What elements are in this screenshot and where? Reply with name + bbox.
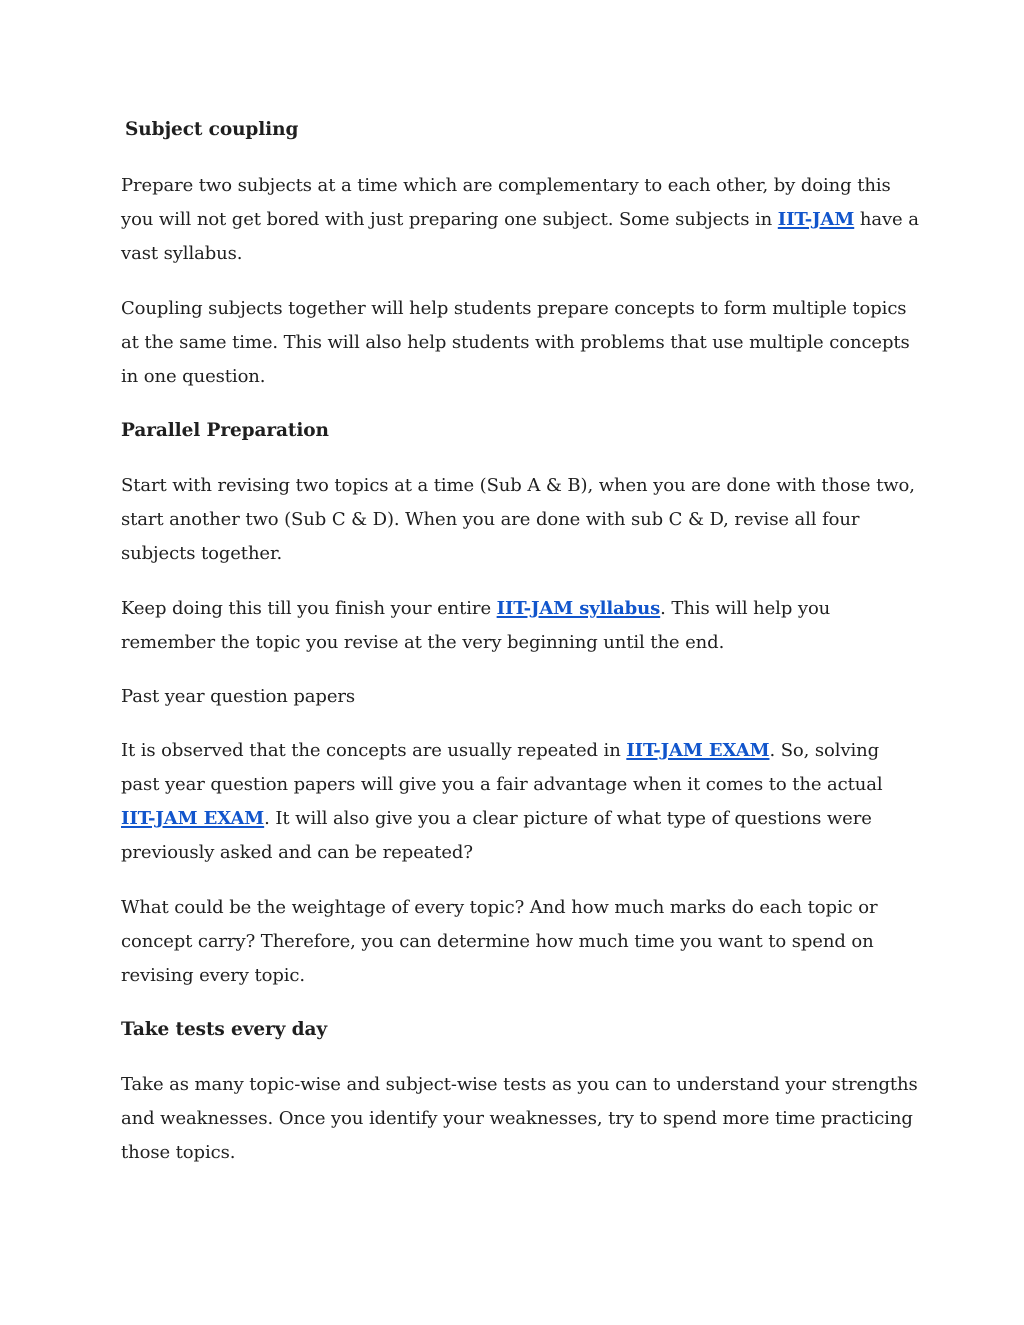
- paragraph-parallel-preparation-1: Start with revising two topics at a time (Sub A & B), when you are done with those two, start another two (Sub C & D). When you are done with sub C & D, revise all four subjects together.: [121, 475, 915, 564]
- heading-past-year-question-papers: Past year question papers: [121, 686, 356, 707]
- paragraph-take-tests-1: Take as many topic-wise and subject-wise tests as you can to understand your strengths and weaknesses. Once you identify your weaknesses, try to spend more time practicing those topics.: [121, 1074, 918, 1163]
- paragraph-past-year-2: What could be the weightage of every topic? And how much marks do each topic or concept carry? Therefore, you can determine how much time you want to spend on revising every topic.: [121, 897, 878, 986]
- iit-jam-link[interactable]: IIT-JAM: [777, 209, 855, 230]
- iit-jam-syllabus-link[interactable]: IIT-JAM syllabus: [496, 598, 661, 619]
- paragraph-past-year-1: It is observed that the concepts are usually repeated in IIT-JAM EXAM. So, solving past year question papers will give you a fair advantage when it comes to the actual IIT-JAM EXAM. It will also give you a clear picture of what type of questions were previously asked and can be repeated?: [121, 740, 883, 863]
- heading-subject-coupling: Subject coupling: [125, 119, 299, 140]
- iit-jam-exam-link-1[interactable]: IIT-JAM EXAM: [626, 740, 770, 761]
- paragraph-parallel-preparation-2: Keep doing this till you finish your entire IIT-JAM syllabus. This will help you remember the topic you revise at the very beginning until the end.: [121, 598, 831, 653]
- paragraph-subject-coupling-2: Coupling subjects together will help students prepare concepts to form multiple topics at the same time. This will also help students with problems that use multiple concepts in one question.: [121, 298, 910, 387]
- heading-take-tests-every-day: Take tests every day: [121, 1019, 328, 1040]
- iit-jam-exam-link-2[interactable]: IIT-JAM EXAM: [121, 808, 265, 829]
- heading-parallel-preparation: Parallel Preparation: [121, 420, 329, 441]
- paragraph-subject-coupling-1: Prepare two subjects at a time which are complementary to each other, by doing this you will not get bored with just preparing one subject. Some subjects in IIT-JAM have a vast syllabus.: [121, 175, 919, 264]
